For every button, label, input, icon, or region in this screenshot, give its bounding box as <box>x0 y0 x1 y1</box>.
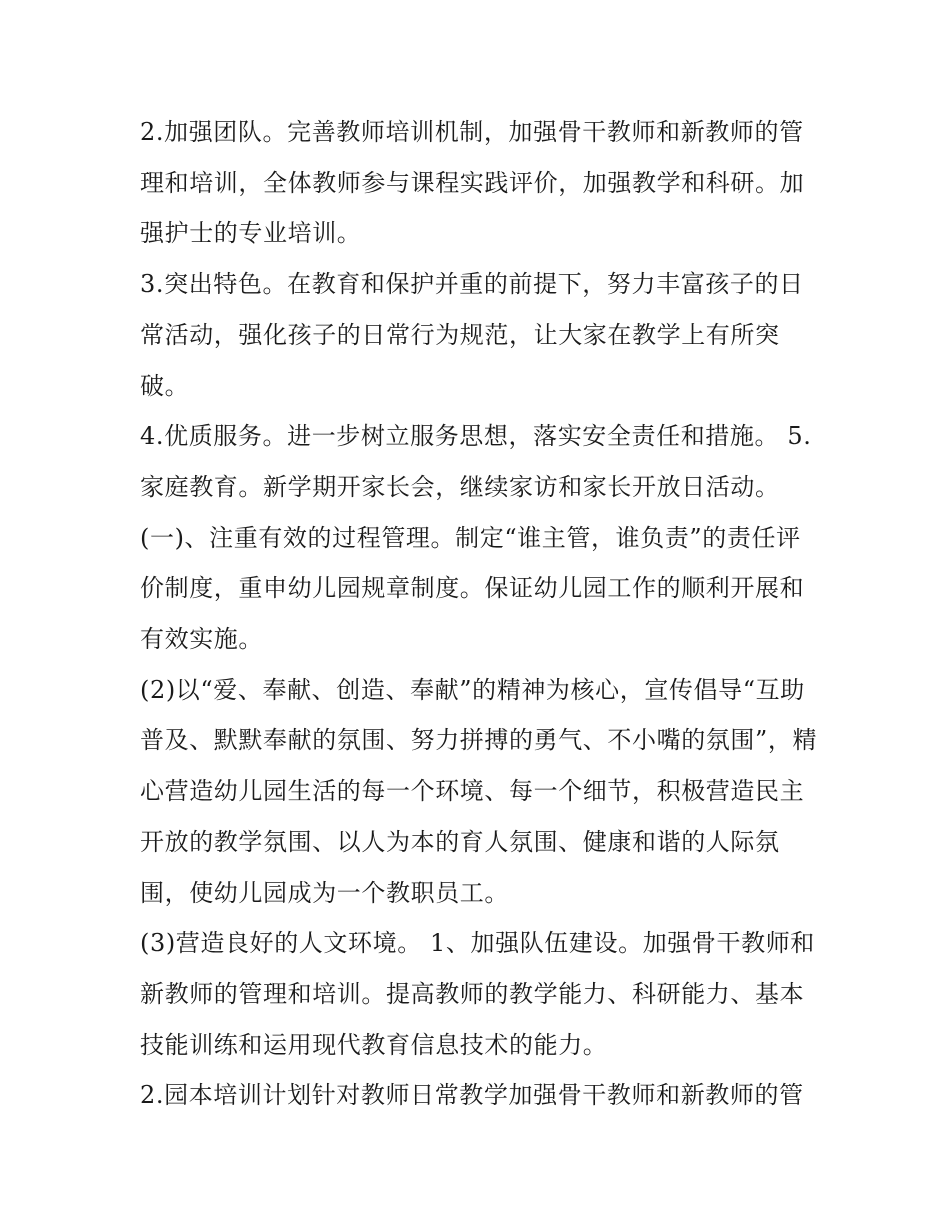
paragraph-highlight-features: 3.突出特色。在教育和保护并重的前提下，努力丰富孩子的日常活动，强化孩子的日常行为规范，让大家在教学上有所突破。 <box>140 270 804 400</box>
paragraph-training-plan: 2.园本培训计划针对教师日常教学加强骨干教师和新教师的管 <box>140 1081 804 1110</box>
document-body <box>140 107 820 1121</box>
paragraph-quality-service: 4.优质服务。进一步树立服务思想，落实安全责任和措施。 5.家庭教育。新学期开家长会，继续家访和家长开放日活动。 <box>140 422 812 501</box>
paragraph-team-strengthening: 2.加强团队。完善教师培训机制，加强骨干教师和新教师的管理和培训，全体教师参与课程实践评价，加强教学和科研。加强护士的专业培训。 <box>140 118 805 248</box>
paragraph-spirit-core: (2)以“爱、奉献、创造、奉献”的精神为核心，宣传倡导“互助普及、默默奉献的氛围、努力拼搏的勇气、不小嘴的氛围”，精心营造幼儿园生活的每一个环境、每一个细节，积极营造民主开放的教学氛围、以人为本的育人氛围、健康和谐的人际氛围，使幼儿园成为一个教职员工。 <box>140 675 818 907</box>
paragraph-process-management: (一)、注重有效的过程管理。制定“谁主管，谁负责”的责任评价制度，重申幼儿园规章制度。保证幼儿园工作的顺利开展和有效实施。 <box>140 523 805 654</box>
paragraph-humanistic-environment: (3)营造良好的人文环境。 1、加强队伍建设。加强骨干教师和新教师的管理和培训。提高教师的教学能力、科研能力、基本技能训练和运用现代教育信息技术的能力。 <box>140 929 815 1059</box>
